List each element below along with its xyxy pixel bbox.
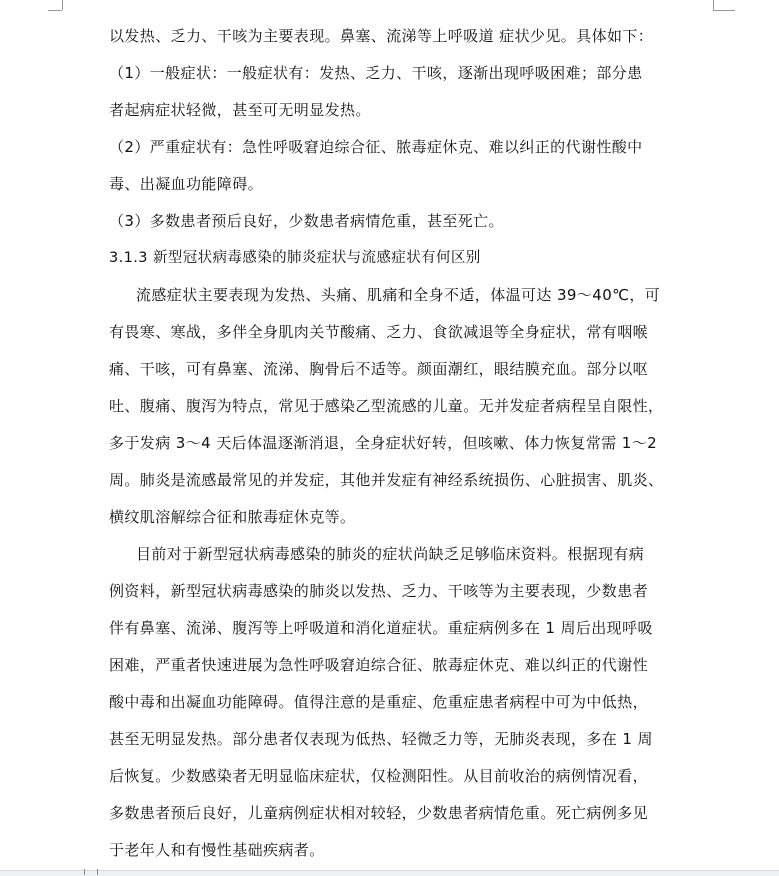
corner-crop-mark: [48, 0, 63, 10]
section-heading: 3.1.3 新型冠状病毒感染的肺炎症状与流感症状有何区别: [109, 250, 481, 266]
text-line: 于老年人和有慢性基础疾病者。: [109, 841, 325, 859]
text-line: 者起病症状轻微，甚至可无明显发热。: [109, 101, 371, 119]
text-line: 目前对于新型冠状病毒感染的肺炎的症状尚缺乏足够临床资料。根据现有病: [136, 545, 645, 563]
text-line: 横纹肌溶解综合征和脓毒症休克等。: [109, 508, 356, 526]
scroll-marker: [84, 869, 98, 875]
text-line: 毒、出凝血功能障碍。: [109, 175, 264, 193]
text-line: 多数患者预后良好，儿童病例症状相对较轻，少数患者病情危重。死亡病例多见: [109, 804, 649, 822]
corner-crop-mark: [48, 10, 62, 11]
text-line: 多于发病 3～4 天后体温逐渐消退，全身症状好转，但咳嗽、体力恢复常需 1～2: [109, 434, 658, 452]
text-line: 后恢复。少数感染者无明显临床症状，仅检测阳性。从目前收治的病例情况看，: [109, 767, 649, 785]
text-line: （1）一般症状：一般症状有：发热、乏力、干咳，逐渐出现呼吸困难；部分患: [109, 64, 643, 82]
text-line: 甚至无明显发热。部分患者仅表现为低热、轻微乏力等，无肺炎表现，多在 1 周: [109, 730, 653, 748]
text-line: 痛、干咳，可有鼻塞、流涕、胸骨后不适等。颜面潮红，眼结膜充血。部分以呕: [109, 360, 649, 378]
text-line: （2）严重症状有：急性呼吸窘迫综合征、脓毒症休克、难以纠正的代谢性酸中: [109, 138, 643, 156]
text-line: 有畏寒、寒战，多伴全身肌肉关节酸痛、乏力、食欲减退等全身症状，常有咽喉: [109, 323, 649, 341]
corner-crop-mark: [713, 0, 736, 10]
text-line: 周。肺炎是流感最常见的并发症，其他并发症有神经系统损伤、心脏损害、肌炎、: [109, 471, 664, 489]
text-line: 吐、腹痛、腹泻为特点，常见于感染乙型流感的儿童。无并发症者病程呈自限性，: [109, 397, 664, 415]
text-line: 酸中毒和出凝血功能障碍。值得注意的是重症、危重症患者病程中可为中低热，: [109, 693, 649, 711]
document-body: [109, 22, 671, 873]
corner-crop-mark: [713, 10, 735, 11]
text-line: 困难，严重者快速进展为急性呼吸窘迫综合征、脓毒症休克、难以纠正的代谢性: [109, 656, 649, 674]
text-line: （3）多数患者预后良好，少数患者病情危重，甚至死亡。: [109, 212, 504, 230]
text-line: 伴有鼻塞、流涕、腹泻等上呼吸道和消化道症状。重症病例多在 1 周后出现呼吸: [109, 619, 653, 637]
text-line: 例资料，新型冠状病毒感染的肺炎以发热、乏力、干咳等为主要表现，少数患者: [109, 582, 649, 600]
text-line: 以发热、乏力、干咳为主要表现。鼻塞、流涕等上呼吸道 症状少见。具体如下：: [109, 27, 654, 45]
text-line: 流感症状主要表现为发热、头痛、肌痛和全身不适，体温可达 39～40℃，可: [136, 286, 661, 304]
window-bottom-edge: [0, 870, 779, 876]
